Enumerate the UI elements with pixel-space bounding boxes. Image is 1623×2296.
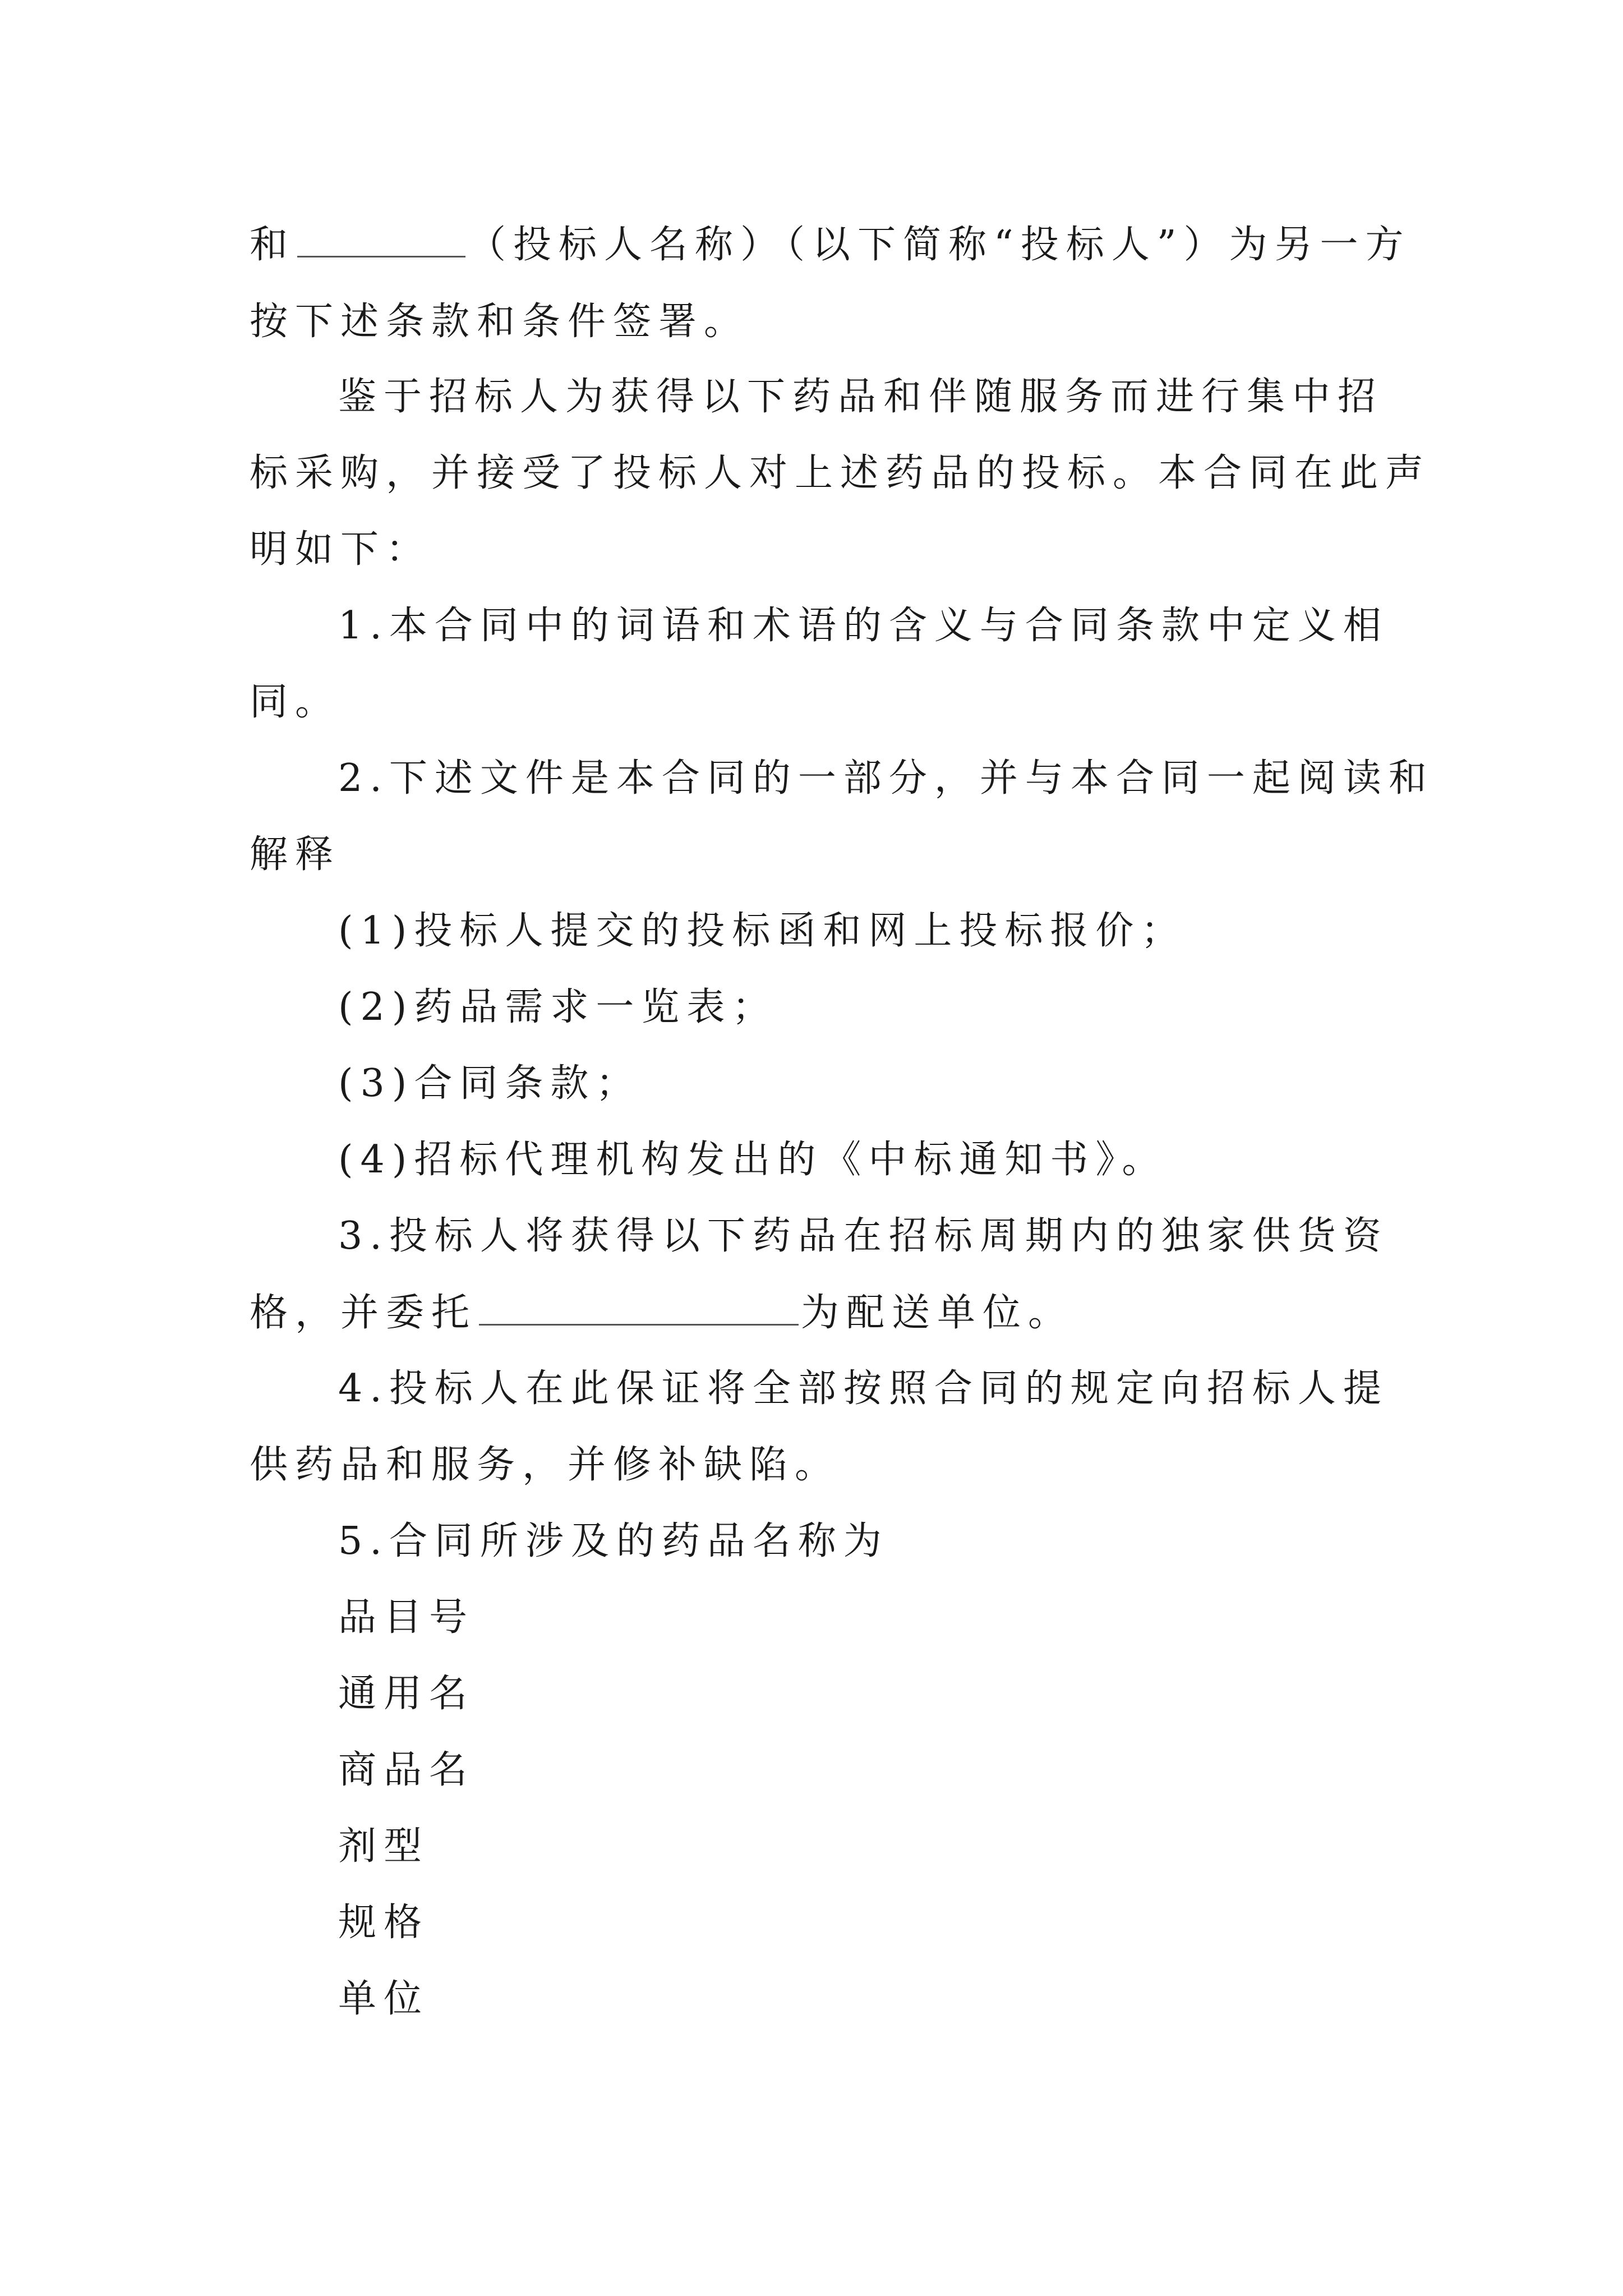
item-3-line-2-start: 格，并委托: [250, 1291, 477, 1335]
field-brand-name: 商品名: [338, 1748, 475, 1792]
item-1-line-2: 同。: [250, 680, 341, 724]
field-unit: 单位: [338, 1977, 430, 2021]
item-1-line-1: 1.本合同中的词语和术语的含义与合同条款中定义相: [338, 604, 1389, 648]
field-specification: 规格: [338, 1901, 430, 1945]
field-item-number: 品目号: [338, 1595, 475, 1640]
whereas-line-2: 标采购，并接受了投标人对上述药品的投标。本合同在此声: [250, 451, 1431, 495]
whereas-line-3: 明如下：: [250, 527, 432, 572]
sub-item-2: (2)药品需求一览表；: [338, 985, 778, 1029]
sub-item-3: (3)合同条款；: [338, 1061, 642, 1106]
bidder-name-blank: [297, 226, 465, 257]
intro-line-1: [250, 223, 1411, 267]
item-5-line-1: 5.合同所涉及的药品名称为: [338, 1519, 889, 1563]
distributor-blank: [479, 1294, 799, 1326]
whereas-line-1: 鉴于招标人为获得以下药品和伴随服务而进行集中招: [338, 375, 1384, 419]
sub-item-1: (1)投标人提交的投标函和网上投标报价；: [338, 909, 1187, 953]
intro-line-1-start: 和: [250, 223, 296, 267]
item-2-line-1: 2.下述文件是本合同的一部分，并与本合同一起阅读和: [338, 756, 1434, 800]
field-generic-name: 通用名: [338, 1672, 475, 1716]
item-4-line-2: 供药品和服务，并修补缺陷。: [250, 1443, 841, 1487]
intro-line-1-end: （投标人名称）（以下简称“投标人”）为另一方: [468, 223, 1411, 267]
item-3-line-2: [250, 1291, 1074, 1335]
item-4-line-1: 4.投标人在此保证将全部按照合同的规定向招标人提: [338, 1366, 1389, 1411]
item-3-line-2-end: 为配送单位。: [801, 1291, 1074, 1335]
field-dosage-form: 剂型: [338, 1824, 430, 1869]
item-2-line-2: 解释: [250, 832, 341, 877]
item-3-line-1: 3.投标人将获得以下药品在招标周期内的独家供货资: [338, 1214, 1389, 1258]
intro-line-2: 按下述条款和条件签署。: [250, 300, 750, 344]
sub-item-4: (4)招标代理机构发出的《中标通知书》。: [338, 1138, 1168, 1182]
